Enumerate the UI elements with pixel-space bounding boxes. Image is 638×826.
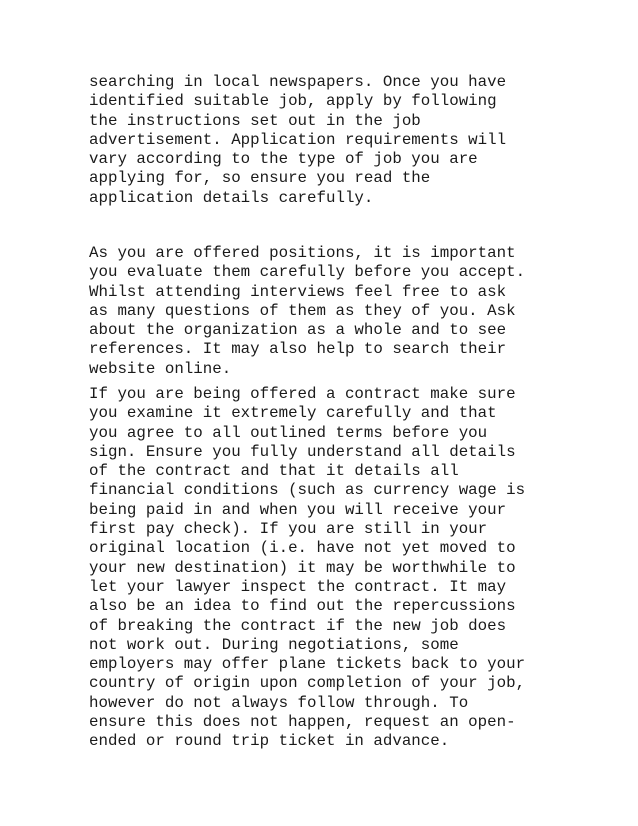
text-line: of the contract and that it details all — [89, 462, 459, 481]
text-line: employers may offer plane tickets back to your — [89, 655, 526, 674]
text-line: sign. Ensure you fully understand all details — [89, 442, 516, 461]
text-line: first pay check). If you are still in your — [89, 520, 488, 539]
text-line: being paid in and when you will receive your — [89, 500, 507, 519]
text-line: website online. — [89, 359, 232, 378]
text-line: about the organization as a whole and to see — [89, 321, 507, 340]
paragraph-job-search — [89, 73, 609, 208]
text-line: searching in local newspapers. Once you have — [89, 73, 507, 91]
text-line: As you are offered positions, it is important — [89, 244, 516, 262]
text-line: application details carefully. — [89, 188, 374, 207]
text-line: advertisement. Application requirements will — [89, 130, 507, 149]
text-line: If you are being offered a contract make sure — [89, 385, 516, 403]
text-line: also be an idea to find out the repercussions — [89, 597, 516, 616]
text-line: vary according to the type of job you are — [89, 150, 478, 169]
text-line: identified suitable job, apply by following — [89, 92, 497, 111]
text-line: you evaluate them carefully before you accept. — [89, 263, 526, 282]
text-line: of breaking the contract if the new job does — [89, 616, 507, 635]
text-line: applying for, so ensure you read the — [89, 169, 431, 188]
text-line: country of origin upon completion of your job, — [89, 674, 526, 693]
text-line: Whilst attending interviews feel free to ask — [89, 282, 507, 301]
text-line: ended or round trip ticket in advance. — [89, 732, 450, 751]
text-line: your new destination) it may be worthwhile to — [89, 558, 516, 577]
text-line: you examine it extremely carefully and that — [89, 404, 497, 423]
paragraph-evaluating-offers — [89, 244, 609, 379]
text-line: references. It may also help to search their — [89, 340, 507, 359]
text-line: you agree to all outlined terms before you — [89, 423, 488, 442]
text-line: financial conditions (such as currency wage is — [89, 481, 526, 500]
text-line: the instructions set out in the job — [89, 111, 421, 130]
text-line: as many questions of them as they of you. Ask — [89, 301, 516, 320]
text-line: not work out. During negotiations, some — [89, 635, 459, 654]
text-line: original location (i.e. have not yet moved to — [89, 539, 516, 558]
text-line: let your lawyer inspect the contract. It may — [89, 577, 507, 596]
text-line: ensure this does not happen, request an open- — [89, 713, 516, 732]
text-line: however do not always follow through. To — [89, 693, 469, 712]
paragraph-contract — [89, 385, 609, 752]
